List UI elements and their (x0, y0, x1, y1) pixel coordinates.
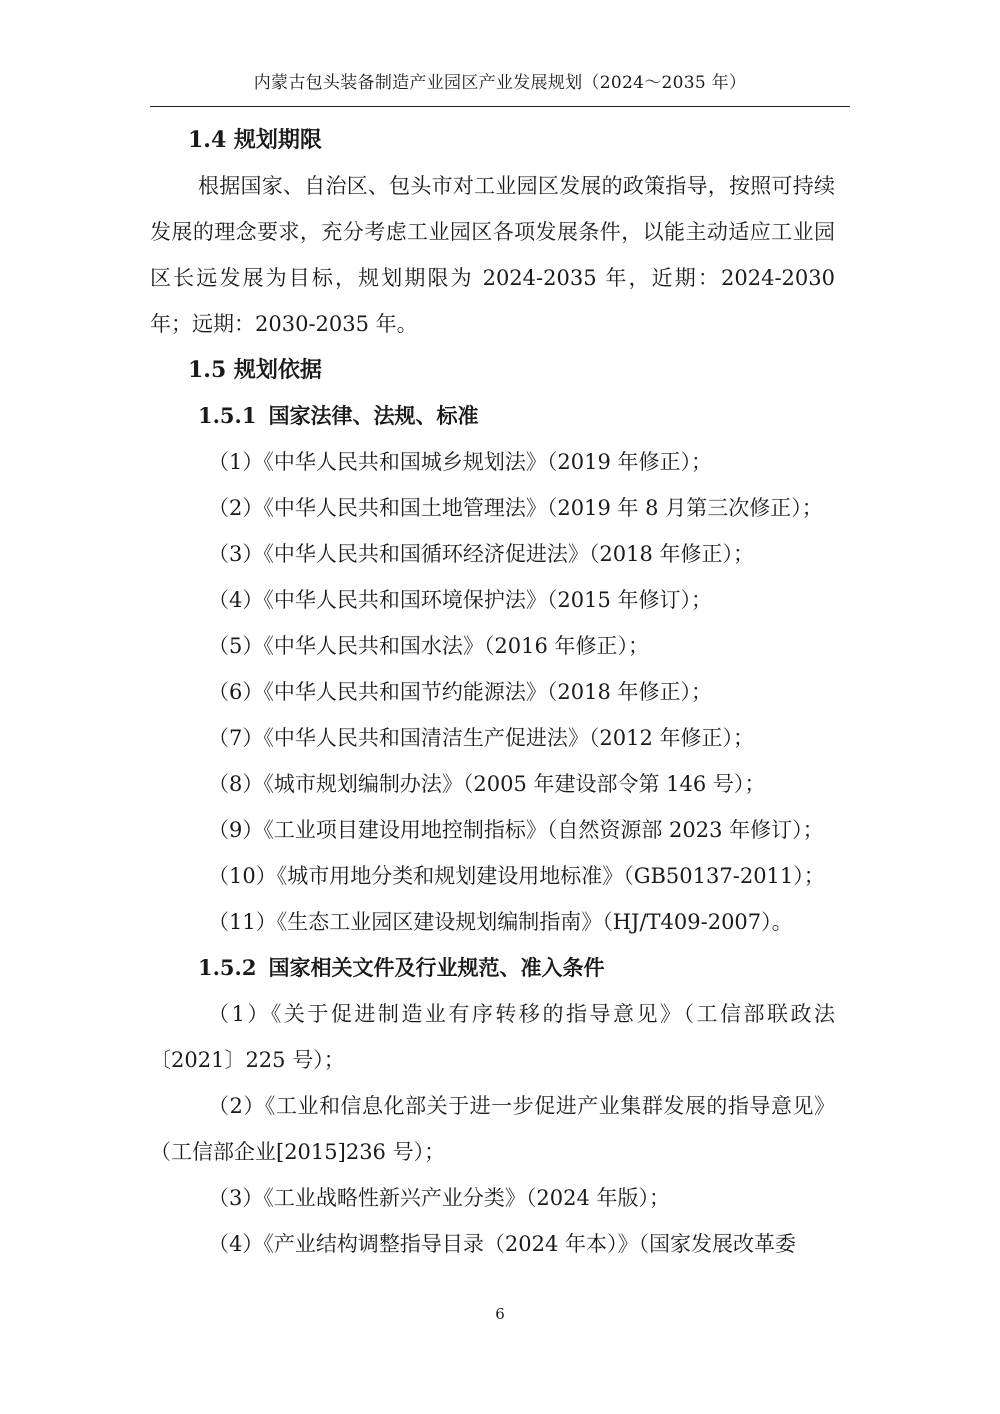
list-item: （2）《工业和信息化部关于进一步促进产业集群发展的指导意见》（工信部企业[2015]236 号）； (150, 1094, 835, 1164)
list-item: （3）《工业战略性新兴产业分类》（2024 年版）； (208, 1186, 670, 1210)
subsection-heading-1-5-1 (150, 393, 835, 439)
page-body (150, 117, 835, 1267)
list-item: （3）《中华人民共和国循环经济促进法》（2018 年修正）； (208, 542, 754, 566)
list-item: （4）《中华人民共和国环境保护法》（2015 年修订）； (208, 588, 712, 612)
page-number: 6 (495, 1305, 505, 1323)
subsection-heading-1-5-2 (150, 945, 835, 991)
section-heading-1-4: 1.4 规划期限 (188, 127, 322, 153)
list-item: （10）《城市用地分类和规划建设用地标准》（GB50137-2011）； (208, 864, 825, 888)
subsection-number: 1.5.1 (198, 403, 257, 428)
list-item: （2）《中华人民共和国土地管理法》（2019 年 8 月第三次修正）； (208, 496, 823, 520)
list-item: （11）《生态工业园区建设规划编制指南》（HJ/T409-2007）。 (208, 910, 793, 934)
list-item: （7）《中华人民共和国清洁生产促进法》（2012 年修正）； (208, 726, 754, 750)
section-heading-1-5: 1.5 规划依据 (188, 357, 322, 383)
list-item: （9）《工业项目建设用地控制指标》（自然资源部 2023 年修订）； (208, 818, 824, 842)
list-item: （8）《城市规划编制办法》（2005 年建设部令第 146 号）； (208, 772, 766, 796)
list-item: （1）《关于促进制造业有序转移的指导意见》（工信部联政法〔2021〕225 号）； (150, 1002, 835, 1072)
list-item: （4）《产业结构调整指导目录（2024 年本）》（国家发展改革委 (208, 1232, 796, 1256)
list-item: （5）《中华人民共和国水法》（2016 年修正）； (208, 634, 649, 658)
subsection-title: 国家相关文件及行业规范、准入条件 (268, 955, 605, 980)
running-header: 内蒙古包头装备制造产业园区产业发展规划（2024～2035 年） (253, 73, 747, 93)
list-item: （1）《中华人民共和国城乡规划法》（2019 年修正）； (208, 450, 712, 474)
subsection-title: 国家法律、法规、标准 (268, 403, 479, 428)
list-item: （6）《中华人民共和国节约能源法》（2018 年修正）； (208, 680, 712, 704)
subsection-number: 1.5.2 (198, 955, 257, 980)
header-rule (150, 106, 850, 107)
paragraph-planning-period: 根据国家、自治区、包头市对工业园区发展的政策指导，按照可持续发展的理念要求，充分考虑工业园区各项发展条件，以能主动适应工业园区长远发展为目标，规划期限为 2024-2035 年，近期：2024-2030 年；远期：2030-2035 年。 (150, 174, 835, 336)
